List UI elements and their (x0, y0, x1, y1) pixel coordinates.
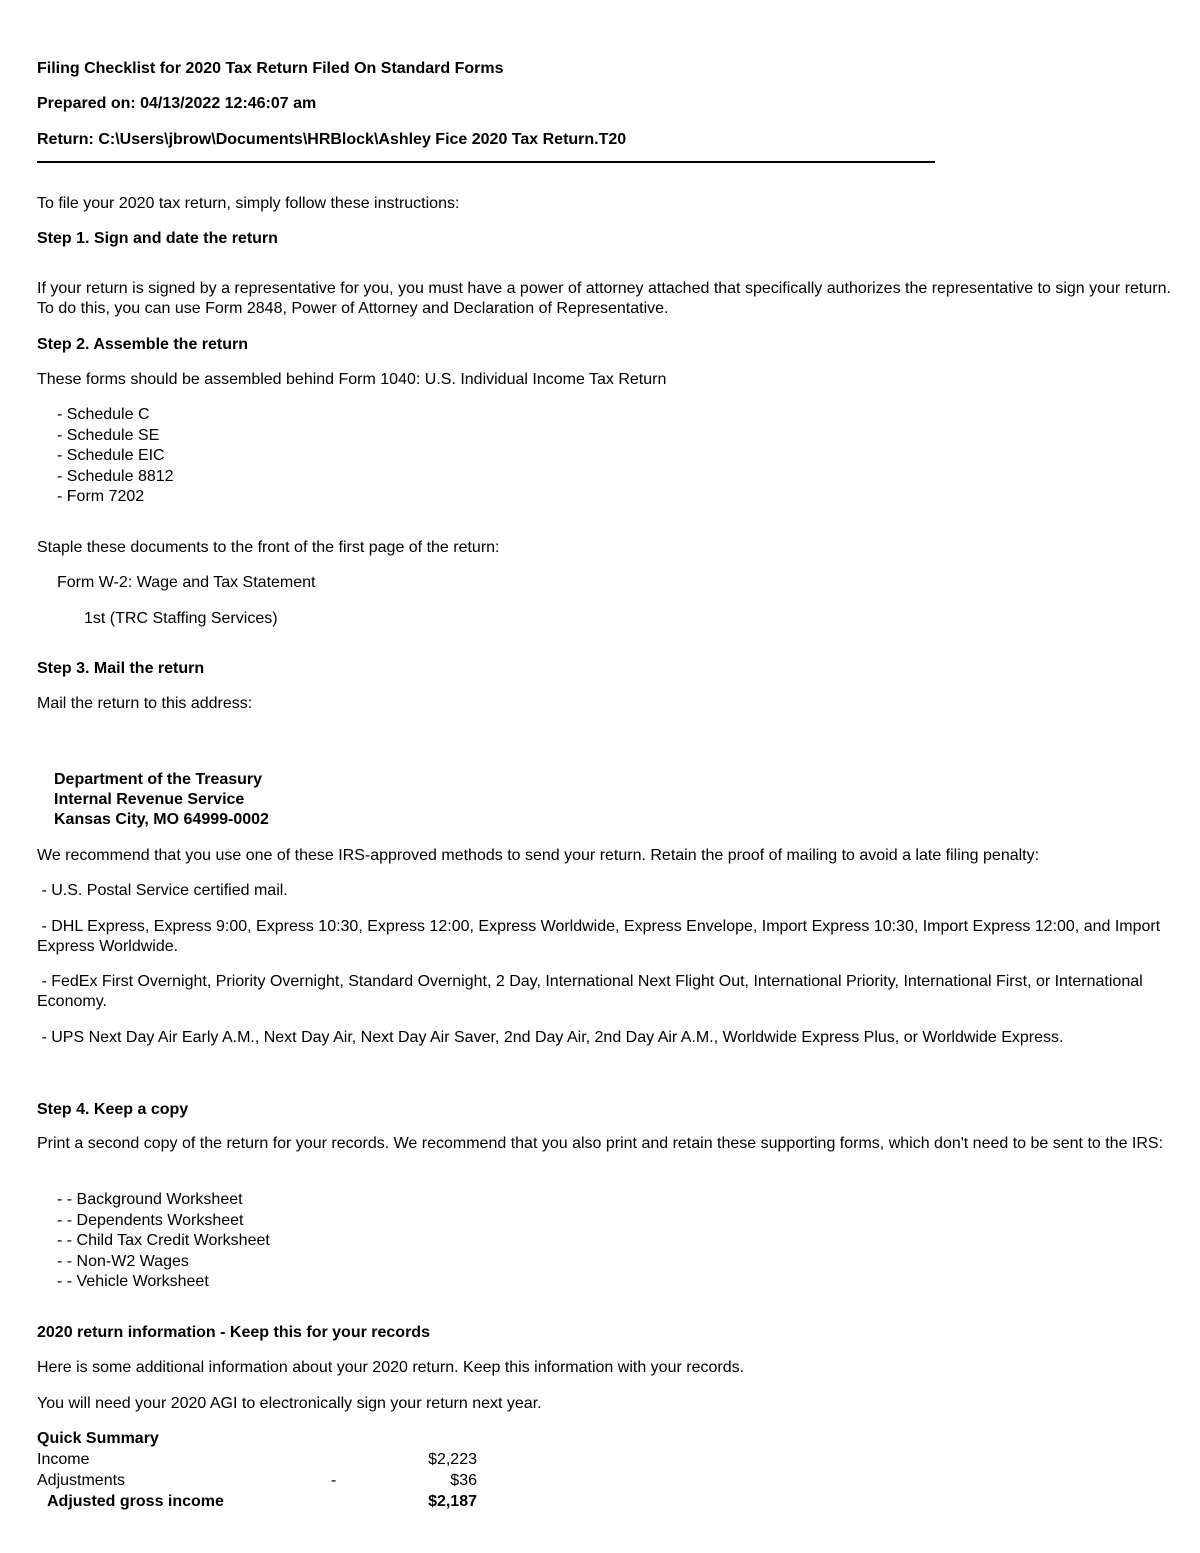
summary-sign: - (331, 1472, 337, 1489)
return-info-p2: You will need your 2020 AGI to electronically sign your return next year. (37, 1395, 542, 1412)
summary-value: $36 (450, 1472, 477, 1489)
w2-item: 1st (TRC Staffing Services) (84, 610, 278, 627)
summary-label: Income (37, 1451, 90, 1468)
summary-label: Adjusted gross income (47, 1493, 224, 1510)
document-title: Filing Checklist for 2020 Tax Return Filed On Standard Forms (37, 60, 504, 77)
list-item: - - Vehicle Worksheet (57, 1273, 209, 1291)
step3-intro: Mail the return to this address: (37, 695, 253, 712)
address-line: Kansas City, MO 64999-0002 (54, 811, 269, 828)
address-line: Department of the Treasury (54, 771, 263, 788)
list-item: - - Background Worksheet (57, 1191, 243, 1208)
intro-text: To file your 2020 tax return, simply follow these instructions: (37, 195, 460, 212)
summary-label: Adjustments (37, 1472, 126, 1489)
list-item: - Schedule EIC (57, 447, 165, 465)
list-item: - Schedule C (57, 406, 150, 423)
quick-summary (37, 1428, 477, 1512)
step4-heading: Step 4. Keep a copy (37, 1101, 189, 1118)
step1-body: If your return is signed by a representative for you, you must have a power of attorney attached that specifically authorizes the representative to sign your return. To do this, you can use Form 2848, Power of Attorney and Declaration of Representative. (37, 280, 1171, 317)
mailing-address (54, 770, 1194, 830)
step2-intro: These forms should be assembled behind Form 1040: U.S. Individual Income Tax Return (37, 371, 667, 388)
prepared-date: Prepared on: 04/13/2022 12:46:07 am (37, 95, 317, 112)
list-item: - - Non-W2 Wages (57, 1252, 189, 1270)
summary-value: $2,187 (428, 1493, 477, 1510)
summary-row-income (37, 1449, 477, 1470)
step1-heading: Step 1. Sign and date the return (37, 230, 278, 247)
summary-row-agi (37, 1491, 477, 1512)
list-item: - - Child Tax Credit Worksheet (57, 1232, 270, 1250)
quick-summary-heading: Quick Summary (37, 1430, 159, 1447)
list-item: - Schedule SE (57, 426, 160, 444)
supporting-forms-list (57, 1190, 1197, 1293)
mail-method-dhl: - DHL Express, Express 9:00, Express 10:30, Express 12:00, Express Worldwide, Express Envelope, Import Express 10:30, Import Express 12:00, and Import Express Worldwide. (37, 918, 1165, 955)
return-file-path: Return: C:\Users\jbrow\Documents\HRBlock\Ashley Fice 2020 Tax Return.T20 (37, 131, 627, 148)
mailing-recommendation: We recommend that you use one of these IRS-approved methods to send your return. Retain the proof of mailing to avoid a late filing penalty: (37, 847, 1040, 864)
summary-value: $2,223 (428, 1451, 477, 1468)
step4-body: Print a second copy of the return for your records. We recommend that you also print and retain these supporting forms, which don't need to be sent to the IRS: (37, 1135, 1164, 1152)
mail-method-fedex: - FedEx First Overnight, Priority Overnight, Standard Overnight, 2 Day, International Next Flight Out, International Priority, International First, or International Economy. (37, 973, 1148, 1010)
step3-heading: Step 3. Mail the return (37, 660, 205, 677)
mail-method-usps: - U.S. Postal Service certified mail. (37, 882, 288, 899)
step2-heading: Step 2. Assemble the return (37, 336, 249, 353)
return-info-heading: 2020 return information - Keep this for your records (37, 1324, 430, 1341)
list-item: - Schedule 8812 (57, 467, 174, 485)
address-line: Internal Revenue Service (54, 791, 245, 808)
mail-method-ups: - UPS Next Day Air Early A.M., Next Day Air, Next Day Air Saver, 2nd Day Air, 2nd Day Air A.M., Worldwide Express Plus, or Worldwide Express. (37, 1029, 1064, 1046)
list-item: - - Dependents Worksheet (57, 1211, 244, 1229)
header-divider (37, 161, 935, 163)
return-info-p1: Here is some additional information about your 2020 return. Keep this information with your records. (37, 1359, 745, 1376)
w2-label: Form W-2: Wage and Tax Statement (57, 574, 316, 591)
staple-intro: Staple these documents to the front of the first page of the return: (37, 539, 500, 556)
list-item: - Form 7202 (57, 488, 145, 506)
summary-row-adjustments (37, 1470, 477, 1491)
assembly-forms-list (57, 405, 1197, 508)
